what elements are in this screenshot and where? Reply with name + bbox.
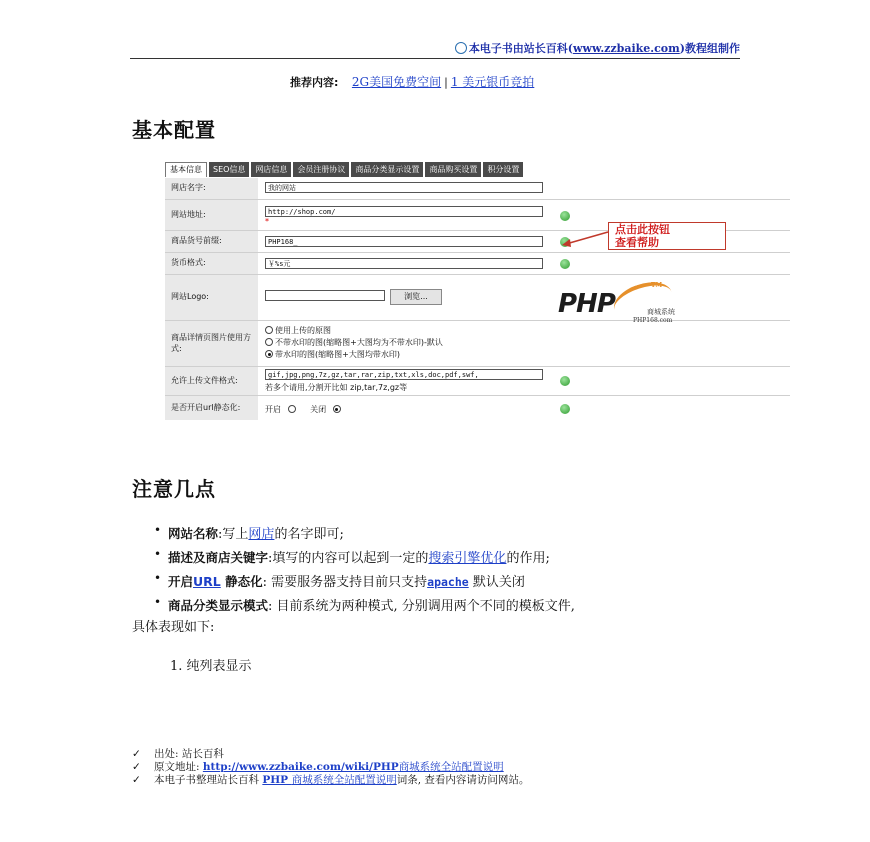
footer-url-link[interactable]: http://www.zzbaike.com/wiki/PHP xyxy=(202,761,399,773)
row-currency xyxy=(165,253,790,275)
browse-button[interactable]: 浏览... xyxy=(390,289,442,305)
logo-subtitle: 商城系统 xyxy=(647,308,675,316)
header-site-link[interactable]: www.zzbaike.com xyxy=(573,42,680,55)
url-static-off-label: 关闭 xyxy=(310,405,327,414)
config-tabs xyxy=(165,162,523,177)
detail-image-option-original[interactable] xyxy=(265,325,331,336)
recommend-separator: | xyxy=(444,76,448,89)
logo-file-input[interactable] xyxy=(265,290,385,301)
note-term: 网站名称 xyxy=(168,526,219,541)
option-label: 带水印的图(缩略图+大图均带水印) xyxy=(275,350,400,359)
tab-purchase-settings[interactable]: 商品购买设置 xyxy=(425,162,481,177)
tab-seo-info[interactable]: SEO信息 xyxy=(209,162,249,177)
php168-logo xyxy=(555,282,685,328)
logo-brand: PHP xyxy=(558,289,615,319)
shop-url-input[interactable]: http://shop.com/ xyxy=(265,206,543,217)
note-term: 商品分类显示模式 xyxy=(168,598,269,613)
footer-article-link[interactable]: 商城系统全站配置说明 xyxy=(398,761,504,773)
tab-member-agreement[interactable]: 会员注册协议 xyxy=(293,162,349,177)
link-seo[interactable]: 搜索引擎优化 xyxy=(428,551,507,566)
option-label: 不带水印的图(缩略图+大图均为不带水印)-默认 xyxy=(275,338,443,347)
note-term: 描述及商店关键字 xyxy=(168,550,269,565)
help-icon-shop-url[interactable] xyxy=(560,211,570,221)
callout-arrow-icon xyxy=(560,228,610,250)
logo-tm: TM xyxy=(651,282,663,289)
note-colon: : xyxy=(268,599,273,614)
footer-note-text: 本电子书整理站长百科 xyxy=(154,774,263,786)
page-header xyxy=(130,40,740,59)
header-prefix: 本电子书由站长百科( xyxy=(468,42,574,55)
upload-types-hint: 若多个请用,分割开比如 zip,tar,7z,gz等 xyxy=(265,383,408,392)
footer-url-label: 原文地址: xyxy=(154,761,203,773)
row-url-static xyxy=(165,396,790,420)
footer-note xyxy=(132,772,529,787)
note-text: 目前系统为两种模式, 分别调用两个不同的模板文件, xyxy=(272,599,575,614)
note-term: 静态化 xyxy=(220,574,263,589)
link-apache[interactable]: apache xyxy=(427,575,469,589)
radio-checked-icon[interactable] xyxy=(265,350,273,358)
note-text: 的名字即可; xyxy=(274,527,344,542)
header-suffix: )教程组制作 xyxy=(679,42,740,55)
note-colon: : xyxy=(262,575,268,590)
detail-image-label: 商品详情页图片使用方式: xyxy=(165,321,258,366)
note-colon: : xyxy=(268,551,273,566)
help-icon-upload-types[interactable] xyxy=(560,376,570,386)
section-title-notes: 注意几点 xyxy=(132,477,216,501)
footer-source-text: 出处: 站长百科 xyxy=(154,748,224,760)
list-item xyxy=(168,595,575,614)
upload-types-input[interactable]: gif,jpg,png,7z,gz,tar,rar,zip,txt,xls,doc,pdf,swf, xyxy=(265,369,543,380)
radio-icon[interactable] xyxy=(288,405,296,413)
radio-checked-icon[interactable] xyxy=(333,405,341,413)
row-shop-name xyxy=(165,178,790,200)
tab-points-settings[interactable]: 积分设置 xyxy=(483,162,523,177)
link-url[interactable]: URL xyxy=(193,574,221,589)
recommend-link-free-space[interactable]: 2G美国免费空间 xyxy=(351,75,442,89)
note-text: 需要服务器支持目前只支持 xyxy=(267,575,428,590)
note-term: 开启 xyxy=(168,574,194,589)
recommend-label: 推荐内容: xyxy=(290,76,339,89)
shop-url-label: 网站地址: xyxy=(165,200,258,230)
row-upload-types xyxy=(165,367,790,396)
recommend-bar xyxy=(290,73,534,90)
detail-image-option-watermark[interactable] xyxy=(265,349,400,360)
help-callout xyxy=(608,222,726,250)
section-title-basic-config: 基本配置 xyxy=(132,118,216,142)
callout-line1: 点击此按钮 xyxy=(615,223,670,236)
tab-shop-info[interactable]: 网店信息 xyxy=(251,162,291,177)
logo-label: 网站Logo: xyxy=(165,275,258,320)
numbered-item: 1. 纯列表显示 xyxy=(170,659,252,674)
upload-types-label: 允许上传文件格式: xyxy=(165,367,258,395)
row-logo xyxy=(165,275,790,321)
note-text: 的作用; xyxy=(506,551,550,566)
shop-name-label: 网店名字: xyxy=(165,178,258,199)
check-icon: ✓ xyxy=(132,748,141,760)
site-logo-icon xyxy=(455,42,467,54)
recommend-link-auction[interactable]: 1 美元银币竞拍 xyxy=(450,75,535,89)
tab-category-display[interactable]: 商品分类显示设置 xyxy=(351,162,423,177)
callout-line2: 查看帮助 xyxy=(615,236,659,249)
footer-entry-link[interactable]: 商城系统全站配置说明 xyxy=(291,774,397,786)
currency-input[interactable]: ￥%s元 xyxy=(265,258,543,269)
help-icon-url-static[interactable] xyxy=(560,404,570,414)
check-icon: ✓ xyxy=(132,761,141,773)
note-text: 填写的内容可以起到一定的 xyxy=(272,551,429,566)
config-screenshot xyxy=(165,162,790,420)
footer-php-link[interactable]: PHP xyxy=(262,774,292,786)
help-icon-currency[interactable] xyxy=(560,259,570,269)
shop-name-input[interactable]: 我的网站 xyxy=(265,182,543,193)
required-mark: * xyxy=(265,217,269,226)
radio-icon[interactable] xyxy=(265,326,273,334)
list-item xyxy=(168,547,550,566)
note-text: 默认关闭 xyxy=(468,575,525,590)
sn-prefix-label: 商品货号前缀: xyxy=(165,231,258,252)
url-static-on-label: 开启 xyxy=(265,405,281,414)
footer-note-text: 词条, 查看内容请访问网站。 xyxy=(396,774,530,786)
currency-label: 货币格式: xyxy=(165,253,258,274)
url-static-options xyxy=(265,404,343,415)
note-colon: : xyxy=(218,527,223,542)
logo-domain: PHP168.com xyxy=(633,317,673,324)
row-detail-image xyxy=(165,321,790,367)
list-item xyxy=(168,571,525,590)
sn-prefix-input[interactable]: PHP168_ xyxy=(265,236,543,247)
check-icon: ✓ xyxy=(132,774,141,786)
tab-basic-info[interactable]: 基本信息 xyxy=(165,162,207,177)
note-text: 写上 xyxy=(222,527,249,542)
link-shop[interactable]: 网店 xyxy=(248,527,275,542)
url-static-label: 是否开启url静态化: xyxy=(165,396,258,420)
detail-image-option-no-watermark[interactable] xyxy=(265,337,443,348)
note-continuation: 具体表现如下: xyxy=(132,620,215,635)
radio-icon[interactable] xyxy=(265,338,273,346)
option-label: 使用上传的原图 xyxy=(275,326,331,335)
list-item xyxy=(168,523,344,542)
